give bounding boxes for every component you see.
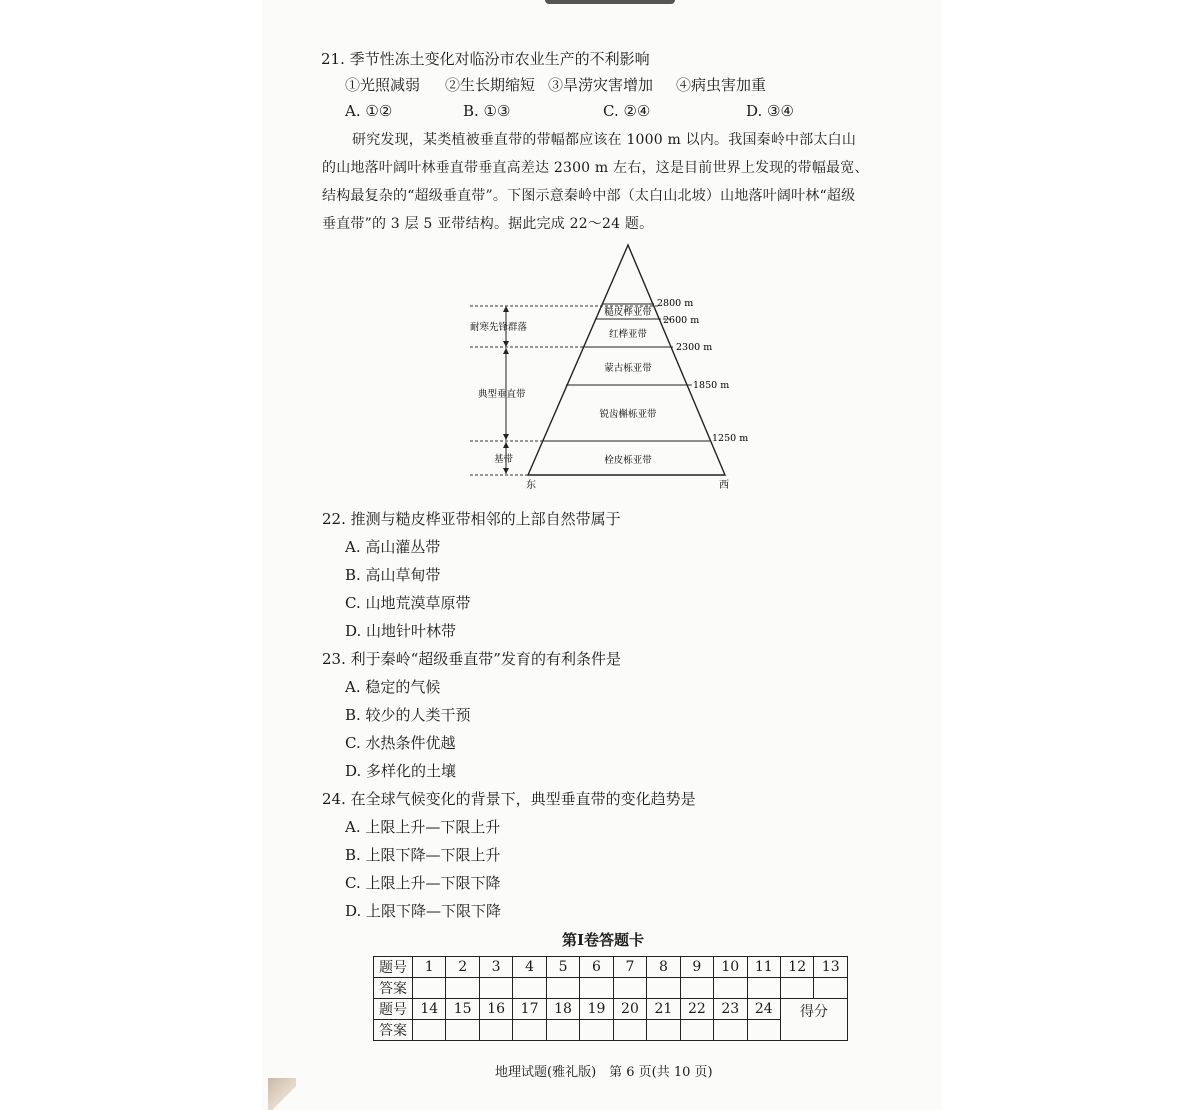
answer-row-2 [374, 1020, 848, 1041]
elev-label-1850: 1850 m [693, 380, 730, 391]
answer-cell[interactable] [546, 1020, 579, 1041]
elev-label-1250: 1250 m [712, 433, 749, 444]
zone-label-4: 锐齿槲栎亚带 [599, 409, 657, 420]
q24-option-b: B. 上限下降—下限上升 [345, 846, 501, 864]
q-number: 8 [647, 957, 680, 978]
q-number: 1 [413, 957, 446, 978]
q-number: 21 [647, 999, 680, 1020]
q21-item-1: ①光照减弱 [345, 76, 421, 94]
q22-option-c: C. 山地荒漠草原带 [345, 594, 471, 612]
q21-option-d: D. ③④ [746, 102, 794, 120]
row-label-answer: 答案 [374, 978, 413, 999]
q21-stem: 21. 季节性冻土变化对临汾市农业生产的不利影响 [321, 50, 650, 68]
passage-line-2: 的山地落叶阔叶林垂直带垂直高差达 2300 m 左右，这是目前世界上发现的带幅最宽、 [322, 160, 869, 176]
q-number: 7 [613, 957, 646, 978]
q21-option-b: B. ①③ [463, 102, 511, 120]
q-number: 14 [413, 999, 446, 1020]
zone-label-1: 糙皮桦亚带 [604, 307, 652, 318]
answer-cell[interactable] [513, 978, 546, 999]
answer-cell[interactable] [513, 1020, 546, 1041]
layer-label-1: 耐寒先锋群落 [470, 322, 528, 333]
answer-cell[interactable] [814, 978, 848, 999]
q22-stem: 22. 推测与糙皮桦亚带相邻的上部自然带属于 [322, 510, 621, 528]
answer-cell[interactable] [580, 1020, 613, 1041]
page-footer: 地理试题(雅礼版) 第 6 页(共 10 页) [495, 1065, 713, 1080]
number-row-2 [374, 999, 848, 1020]
answer-cell[interactable] [680, 978, 713, 999]
q-number: 4 [513, 957, 546, 978]
zone-label-2: 红桦亚带 [608, 329, 648, 340]
q-number: 6 [580, 957, 613, 978]
q-number: 16 [479, 999, 512, 1020]
q24-option-c: C. 上限上升—下限下降 [345, 874, 501, 892]
vertical-zone-diagram [460, 240, 780, 495]
q-number: 22 [680, 999, 713, 1020]
q24-option-d: D. 上限下降—下限下降 [345, 902, 502, 920]
zone-label-5: 栓皮栎亚带 [604, 455, 652, 466]
q-number: 11 [747, 957, 780, 978]
answer-cell[interactable] [780, 978, 813, 999]
q-number: 20 [613, 999, 646, 1020]
q21-item-3: ③旱涝灾害增加 [548, 76, 654, 94]
answer-cell[interactable] [714, 1020, 747, 1041]
q-number: 13 [814, 957, 848, 978]
zone-label-3: 蒙古栎亚带 [604, 363, 652, 374]
q22-option-d: D. 山地针叶林带 [345, 622, 457, 640]
score-label: 得分 [799, 1004, 828, 1020]
passage-line-3: 结构最复杂的“超级垂直带”。下图示意秦岭中部（太白山北坡）山地落叶阔叶林“超级 [322, 188, 856, 204]
q-number: 24 [747, 999, 780, 1020]
scan-shadow [545, 0, 675, 4]
q-number: 5 [546, 957, 579, 978]
answer-card-title: 第Ⅰ卷答题卡 [562, 931, 645, 949]
answer-cell[interactable] [747, 1020, 780, 1041]
answer-card-table [373, 956, 848, 1041]
q21-item-4: ④病虫害加重 [676, 76, 767, 94]
answer-cell[interactable] [714, 978, 747, 999]
layer-label-2: 典型垂直带 [478, 389, 526, 400]
q-number: 15 [446, 999, 479, 1020]
elev-label-2300: 2300 m [676, 342, 713, 353]
q-number: 12 [780, 957, 813, 978]
q-number: 18 [546, 999, 579, 1020]
q23-stem: 23. 利于秦岭“超级垂直带”发育的有利条件是 [322, 650, 621, 668]
answer-cell[interactable] [479, 978, 512, 999]
q-number: 10 [714, 957, 747, 978]
q23-option-c: C. 水热条件优越 [345, 734, 456, 752]
answer-cell[interactable] [479, 1020, 512, 1041]
answer-cell[interactable] [647, 1020, 680, 1041]
row-label-number: 题号 [374, 999, 413, 1020]
answer-cell[interactable] [613, 1020, 646, 1041]
answer-cell[interactable] [613, 978, 646, 999]
q23-option-a: A. 稳定的气候 [345, 678, 441, 696]
q-number: 17 [513, 999, 546, 1020]
east-label: 东 [526, 480, 536, 491]
row-label-number: 题号 [374, 957, 413, 978]
score-cell[interactable] [780, 999, 847, 1041]
answer-cell[interactable] [647, 978, 680, 999]
answer-cell[interactable] [580, 978, 613, 999]
row-label-answer: 答案 [374, 1020, 413, 1041]
answer-cell[interactable] [680, 1020, 713, 1041]
west-label: 西 [719, 480, 729, 491]
answer-cell[interactable] [413, 978, 446, 999]
answer-row-1 [374, 978, 848, 999]
q22-option-b: B. 高山草甸带 [345, 566, 441, 584]
q-number: 9 [680, 957, 713, 978]
q-number: 19 [580, 999, 613, 1020]
q24-option-a: A. 上限上升—下限上升 [345, 818, 501, 836]
q-number: 23 [714, 999, 747, 1020]
passage-line-4: 垂直带”的 3 层 5 亚带结构。据此完成 22～24 题。 [322, 216, 654, 232]
q23-option-b: B. 较少的人类干预 [345, 706, 471, 724]
answer-cell[interactable] [446, 1020, 479, 1041]
q23-option-d: D. 多样化的土壤 [345, 762, 457, 780]
answer-cell[interactable] [413, 1020, 446, 1041]
elev-label-2800: 2800 m [657, 298, 694, 309]
answer-cell[interactable] [546, 978, 579, 999]
answer-cell[interactable] [747, 978, 780, 999]
number-row-1 [374, 957, 848, 978]
q22-option-a: A. 高山灌丛带 [345, 538, 441, 556]
elev-label-2600: 2600 m [663, 315, 700, 326]
answer-cell[interactable] [446, 978, 479, 999]
q21-option-c: C. ②④ [603, 102, 651, 120]
q-number: 2 [446, 957, 479, 978]
q21-option-a: A. ①② [345, 102, 393, 120]
q24-stem: 24. 在全球气候变化的背景下，典型垂直带的变化趋势是 [322, 790, 696, 808]
q-number: 3 [479, 957, 512, 978]
layer-label-3: 基带 [494, 454, 514, 465]
q21-item-2: ②生长期缩短 [445, 76, 536, 94]
passage-line-1: 研究发现，某类植被垂直带的带幅都应该在 1000 m 以内。我国秦岭中部太白山 [352, 132, 857, 148]
scan-corner [268, 1078, 296, 1110]
